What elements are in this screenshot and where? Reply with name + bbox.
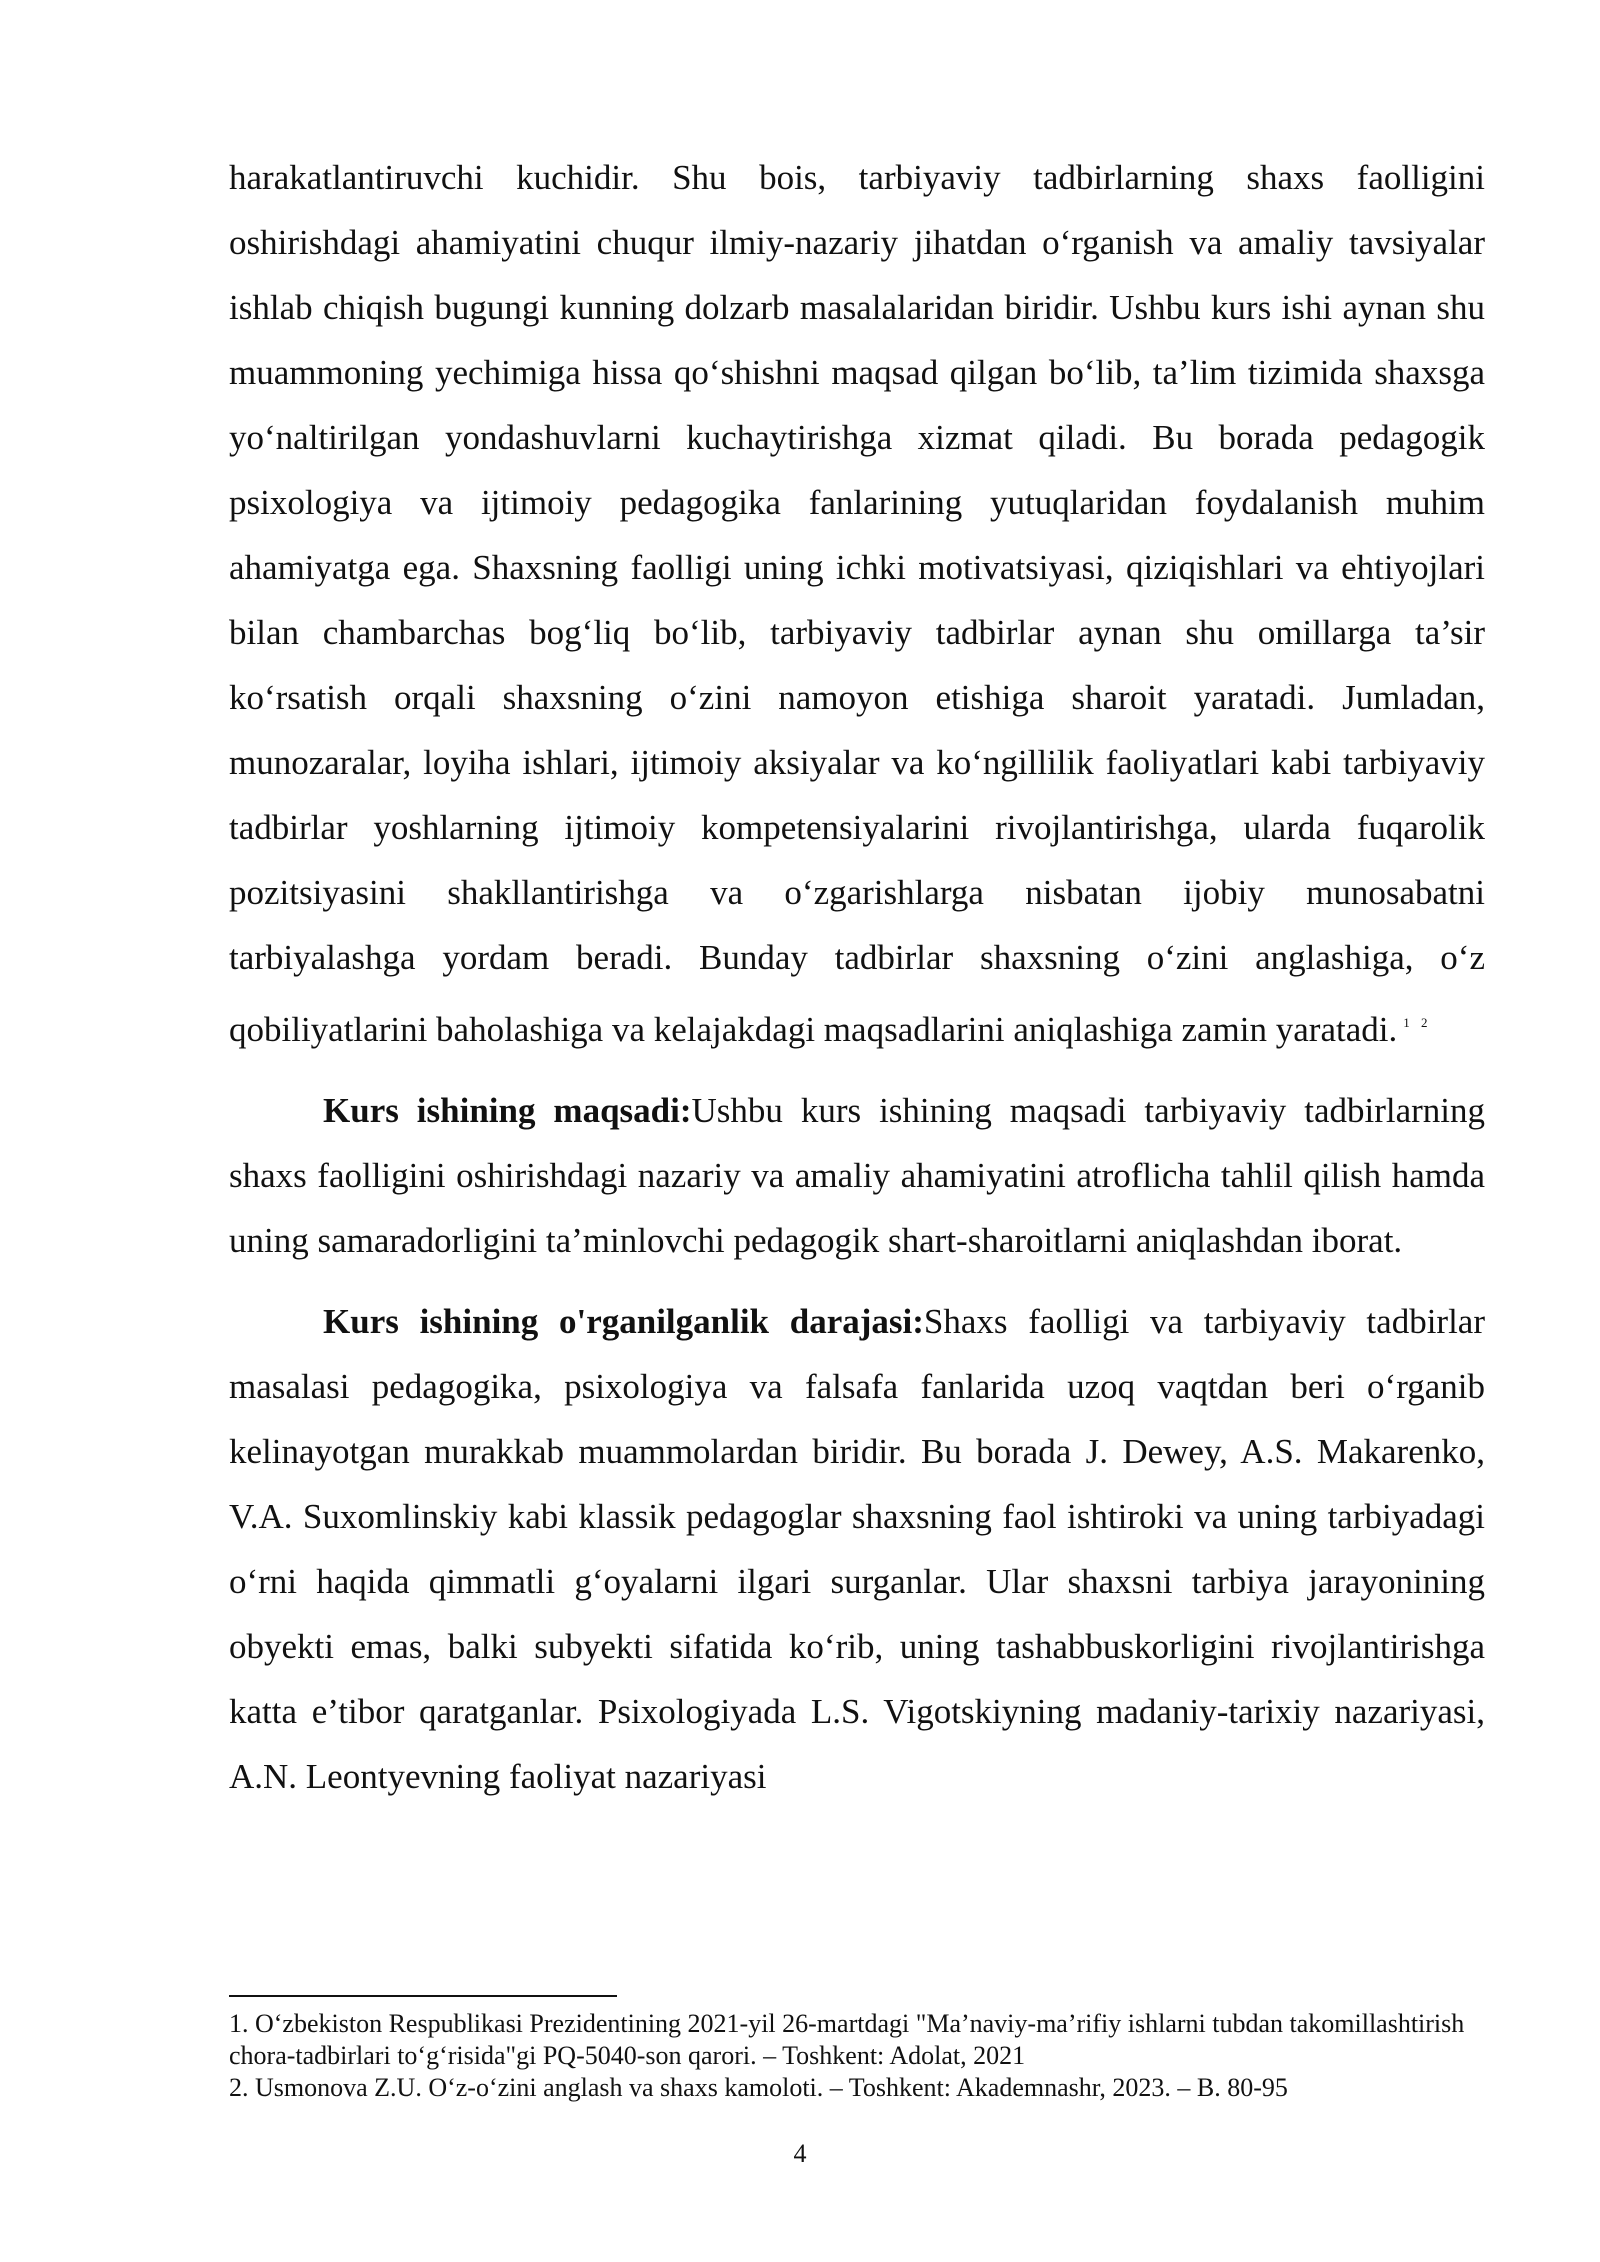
- footnote-references: 1 2: [1403, 1015, 1432, 1030]
- page-number: 4: [793, 2139, 807, 2168]
- goal-paragraph: [229, 1078, 1485, 1273]
- document-body: [229, 145, 1485, 1809]
- footnotes: [229, 2008, 1485, 2104]
- footnote-2: [229, 2072, 1485, 2104]
- intro-paragraph-text: harakatlantiruvchi kuchidir. Shu bois, tarbiyaviy tadbirlarning shaxs faolligini oshirishdagi ahamiyatini chuqur ilmiy-nazariy jihatdan o‘rganish va amaliy tavsiyalar ishlab chiqish bugungi kunning dolzarb masalalaridan biridir. Ushbu kurs ishi aynan shu muammoning yechimiga hissa qo‘shishni maqsad qilgan bo‘lib, ta’lim tizimida shaxsga yo‘naltirilgan yondashuvlarni kuchaytirishga xizmat qiladi. Bu borada pedagogik psixologiya va ijtimoiy pedagogika fanlarining yutuqlaridan foydalanish muhim ahamiyatga ega. Shaxsning faolligi uning ichki motivatsiyasi, qiziqishlari va ehtiyojlari bilan chambarchas bog‘liq bo‘lib, tarbiyaviy tadbirlar aynan shu omillarga ta’sir ko‘rsatish orqali shaxsning o‘zini namoyon etishiga sharoit yaratadi. Jumladan, munozaralar, loyiha ishlari, ijtimoiy aksiyalar va ko‘ngillilik faoliyatlari kabi tarbiyaviy tadbirlar yoshlarning ijtimoiy kompetensiyalarini rivojlantirishga, ularda fuqarolik pozitsiyasini shakllantirishga va o‘zgarishlarga nisbatan ijobiy munosabatni tarbiyalashga yordam beradi. Bunday tadbirlar shaxsning o‘zini anglashiga, o‘z qobiliyatlarini baholashiga va kelajakdagi maqsadlarini aniqlashiga zamin yaratadi.: [229, 158, 1485, 1049]
- footnote-2-text: Usmonova Z.U. O‘z-o‘zini anglash va shaxs kamoloti. – Toshkent: Akademnashr, 2023. – B. 80-95: [255, 2073, 1288, 2102]
- footnote-1-text: O‘zbekiston Respublikasi Prezidentining 2021-yil 26-martdagi "Ma’naviy-ma’rifiy ishlarni tubdan takomillashtirish chora-tadbirlari to‘g‘risida"gi PQ-5040-son qarori. – Toshkent: Adolat, 2021: [229, 2009, 1465, 2070]
- study-paragraph: [229, 1289, 1485, 1809]
- study-heading: Kurs ishining o'rganilganlik darajasi:: [323, 1302, 924, 1341]
- goal-text: Ushbu kurs ishining maqsadi tarbiyaviy tadbirlarning shaxs faolligini oshirishdagi nazariy va amaliy ahamiyatini atroflicha tahlil qilish hamda uning samaradorligini ta’minlovchi pedagogik shart-sharoitlarni aniqlashdan iborat.: [229, 1091, 1486, 1260]
- intro-paragraph: [229, 145, 1485, 1062]
- footnote-2-number: 2.: [229, 2073, 249, 2102]
- goal-heading: Kurs ishining maqsadi:: [323, 1091, 692, 1130]
- footnote-1-number: 1.: [229, 2009, 249, 2038]
- study-text: Shaxs faolligi va tarbiyaviy tadbirlar masalasi pedagogika, psixologiya va falsafa fanlarida uzoq vaqtdan beri o‘rganib kelinayotgan murakkab muammolardan biridir. Bu borada J. Dewey, A.S. Makarenko, V.A. Suxomlinskiy kabi klassik pedagoglar shaxsning faol ishtiroki va uning tarbiyadagi o‘rni haqida qimmatli g‘oyalarni ilgari surganlar. Ular shaxsni tarbiya jarayonining obyekti emas, balki subyekti sifatida ko‘rib, uning tashabbuskorligini rivojlantirishga katta e’tibor qaratganlar. Psixologiyada L.S. Vigotskiyning madaniy-tarixiy nazariyasi, A.N. Leontyevning faoliyat nazariyasi: [229, 1302, 1485, 1796]
- footnote-1: [229, 2008, 1485, 2072]
- footnote-separator: [229, 1995, 617, 1997]
